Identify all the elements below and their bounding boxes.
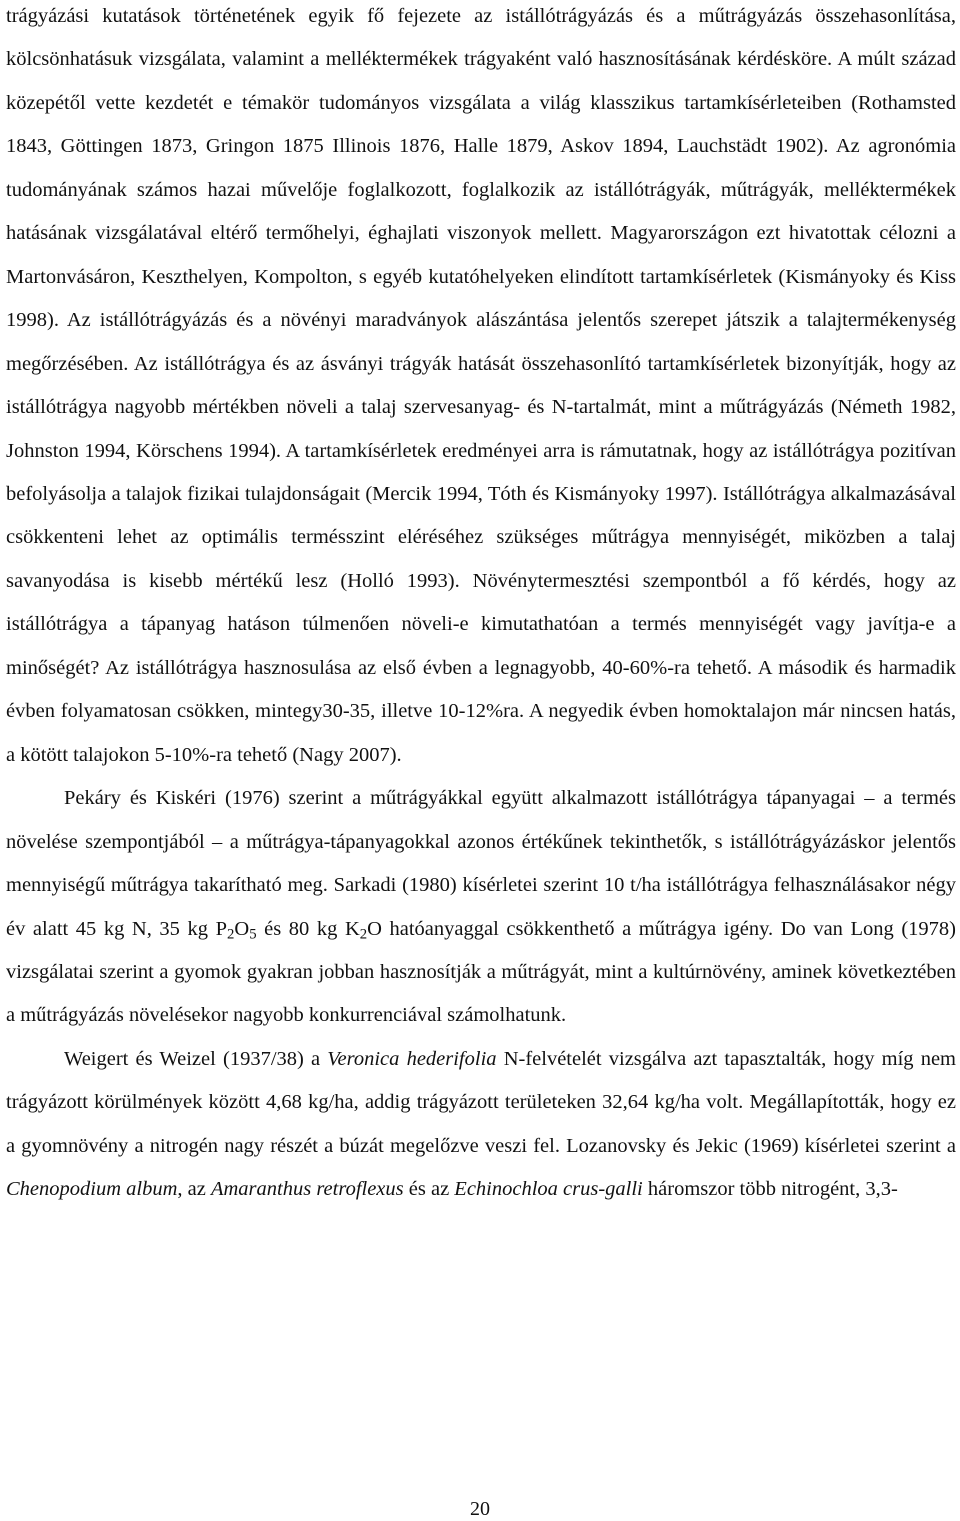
formula-p2o5 — [215, 917, 257, 943]
formula-p2o5-o: O — [234, 917, 250, 940]
formula-p2o5-sub-2: 2 — [227, 926, 235, 943]
paragraph-2-text-b: és 80 kg — [256, 917, 345, 940]
paragraph-3-text-e: háromszor több nitrogént, 3,3- — [642, 1178, 898, 1201]
formula-k2o-k: K — [344, 917, 360, 940]
species-amaranthus-retroflexus: Amaranthus retroflexus — [210, 1178, 404, 1201]
formula-p2o5-sub-5: 5 — [249, 926, 257, 943]
document-page — [6, 0, 956, 1212]
paragraph-2-text-c: hatóanyaggal csökkenthető a műtrágya igény. Do van Long (1978) vizsgálatai szerint a gyomok gyakran jobban hasznosítják a műtrágyát, mint a kultúrnövény, aminek következtében a műtrágyázás növelésekor nagyobb konkurrenciával számolhatunk. — [6, 917, 956, 1027]
paragraph-1 — [6, 0, 956, 777]
paragraph-3-text-d: és az — [403, 1178, 455, 1201]
formula-p2o5-p: P — [215, 917, 227, 940]
paragraph-3 — [6, 1038, 956, 1212]
page-number: 20 — [470, 1498, 490, 1520]
formula-k2o — [344, 917, 382, 943]
paragraph-3-text-a: Weigert és Weizel (1937/38) a — [64, 1047, 328, 1070]
paragraph-3-text-c: , az — [177, 1178, 211, 1201]
species-echinochloa-crus-galli: Echinochloa crus-galli — [454, 1178, 643, 1201]
paragraph-1-text: trágyázási kutatások történetének egyik fő fejezete az istállótrágyázás és a műtrágyázás összehasonlítása, kölcsönhatásuk vizsgálata, valamint a melléktermékek trágyaként való hasznosításának kérdésköre. A múlt század közepétől vette kezdetét e témakör tudományos vizsgálata a világ klasszikus tartamkísérleteiben (Rothamsted 1843, Göttingen 1873, Gringon 1875 Illinois 1876, Halle 1879, Askov 1894, Lauchstädt 1902). Az agronómia tudományának számos hazai művelője foglalkozott, foglalkozik az istállótrágyák, műtrágyák, melléktermékek hatásának vizsgálatával eltérő termőhelyi, éghajlati viszonyok mellett. Magyarországon ezt hivatottak célozni a Martonvásáron, Keszthelyen, Kompolton, s egyéb kutatóhelyeken elindított tartamkísérletek (Kismányoky és Kiss 1998). Az istállótrágyázás és a növényi maradványok alászántása jelentős szerepet játszik a talajtermékenység megőrzésében. Az istállótrágya és az ásványi trágyák hatását összehasonlító tartamkísérletek bizonyítják, hogy az istállótrágya nagyobb mértékben növeli a talaj szervesanyag- és N-tartalmát, mint a műtrágyázás (Németh 1982, Johnston 1994, Körschens 1994). A tartamkísérletek eredményei arra is rámutatnak, hogy az istállótrágya pozitívan befolyásolja a talajok fizikai tulajdonságait (Mercik 1994, Tóth és Kismányoky 1997). Istállótrágya alkalmazásával csökkenteni lehet az optimális termésszint eléréséhez szükséges műtrágya mennyiségét, miközben a talaj savanyodása is kisebb mértékű lesz (Holló 1993). Növénytermesztési szempontból a fő kérdés, hogy az istállótrágya a tápanyag hatáson túlmenően növeli-e kimutathatóan a termés mennyiségét vagy javítja-e a minőségét? Az istállótrágya hasznosulása az első évben a legnagyobb, 40-60%-ra tehető. A második és harmadik évben folyamatosan csökken, mintegy30-35, illetve 10-12%ra. A negyedik évben homoktalajon már nincsen hatás, a kötött talajokon 5-10%-ra tehető (Nagy 2007). — [6, 5, 956, 766]
paragraph-2 — [6, 777, 956, 1038]
formula-k2o-o: O — [367, 917, 382, 940]
species-veronica-hederifolia: Veronica hederifolia — [327, 1047, 497, 1070]
paragraph-3-text-b: N-felvételét vizsgálva azt tapasztalták, hogy míg nem trágyázott körülmények között 4,68 kg/ha, addig trágyázott területeken 32,64 kg/ha volt. Megállapították, hogy ez a gyomnövény a nitrogén nagy részét a búzát megelőzve veszi fel. Lozanovsky és Jekic (1969) kísérletei szerint a — [6, 1047, 956, 1157]
paragraph-2-text-a: Pekáry és Kiskéri (1976) szerint a műtrágyákkal együtt alkalmazott istállótrágya tápanyagai – a termés növelése szempontjából – a műtrágya-tápanyagokkal azonos értékűnek tekinthetők, s istállótrágyázáskor jelentős mennyiségű műtrágya takarítható meg. Sarkadi (1980) kísérletei szerint 10 t/ha istállótrágya felhasználásakor négy év alatt 45 kg N, 35 kg — [6, 787, 956, 940]
formula-k2o-sub-2: 2 — [359, 926, 368, 943]
species-chenopodium-album: Chenopodium album — [6, 1178, 178, 1201]
